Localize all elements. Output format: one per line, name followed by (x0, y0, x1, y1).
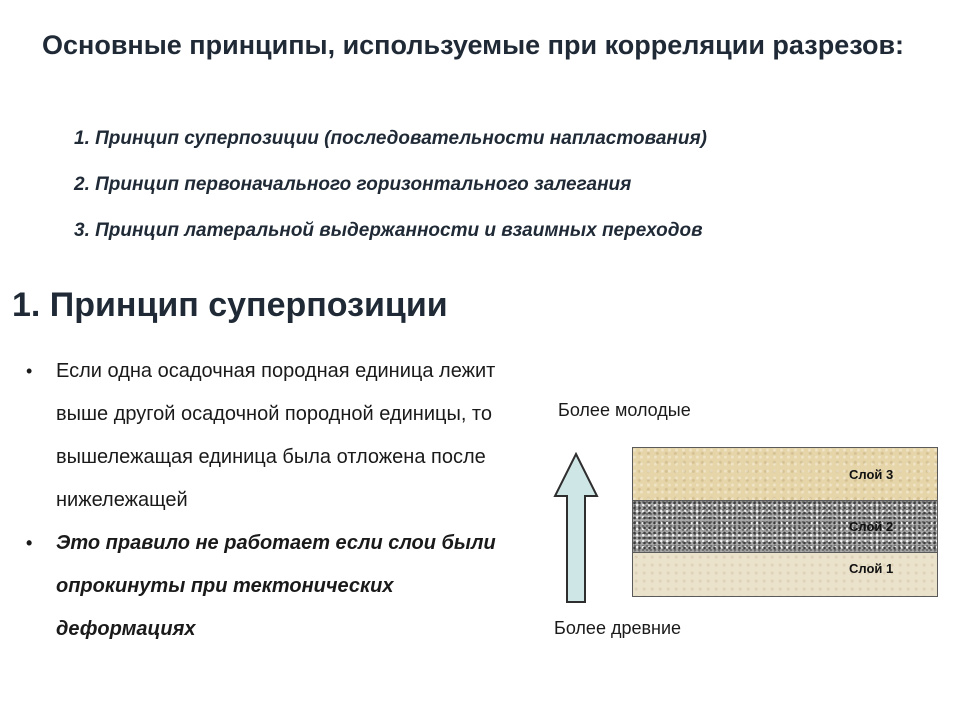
layer-1 (633, 553, 937, 596)
layer-label: Слой 3 (849, 467, 894, 482)
label-older: Более древние (554, 618, 682, 638)
bullet-icon: • (26, 361, 33, 381)
layer-2 (633, 501, 937, 553)
section-title: 1. Принцип суперпозиции (12, 286, 448, 324)
principle-item: 1. Принцип суперпозиции (последовательности напластования) (74, 128, 708, 149)
principle-item: 3. Принцип латеральной выдержанности и взаимных переходов (74, 220, 703, 241)
bullet-item-emphasis (24, 522, 514, 651)
layer-label: Слой 1 (849, 561, 894, 576)
layer-3 (633, 448, 937, 501)
layer-label: Слой 2 (849, 519, 894, 534)
principle-item: 2. Принцип первоначального горизонтального залегания (74, 174, 632, 195)
bullet-icon: • (26, 533, 33, 553)
label-younger: Более молодые (558, 400, 691, 420)
strata-column (632, 447, 938, 597)
principles-list (74, 116, 707, 254)
bullet-text: Это правило не работает если слои были опрокинуты при тектонических деформациях (56, 532, 496, 640)
bullet-item (24, 350, 514, 522)
bullet-list (24, 350, 514, 651)
slide-title: Основные принципы, используемые при корреляции разрезов: (42, 30, 905, 60)
bullet-text: Если одна осадочная породная единица лежит выше другой осадочной породной единицы, то вышележащая единица была отложена после нижележащей (56, 360, 496, 511)
up-arrow-icon (553, 452, 599, 604)
arrow-shape (555, 454, 597, 602)
